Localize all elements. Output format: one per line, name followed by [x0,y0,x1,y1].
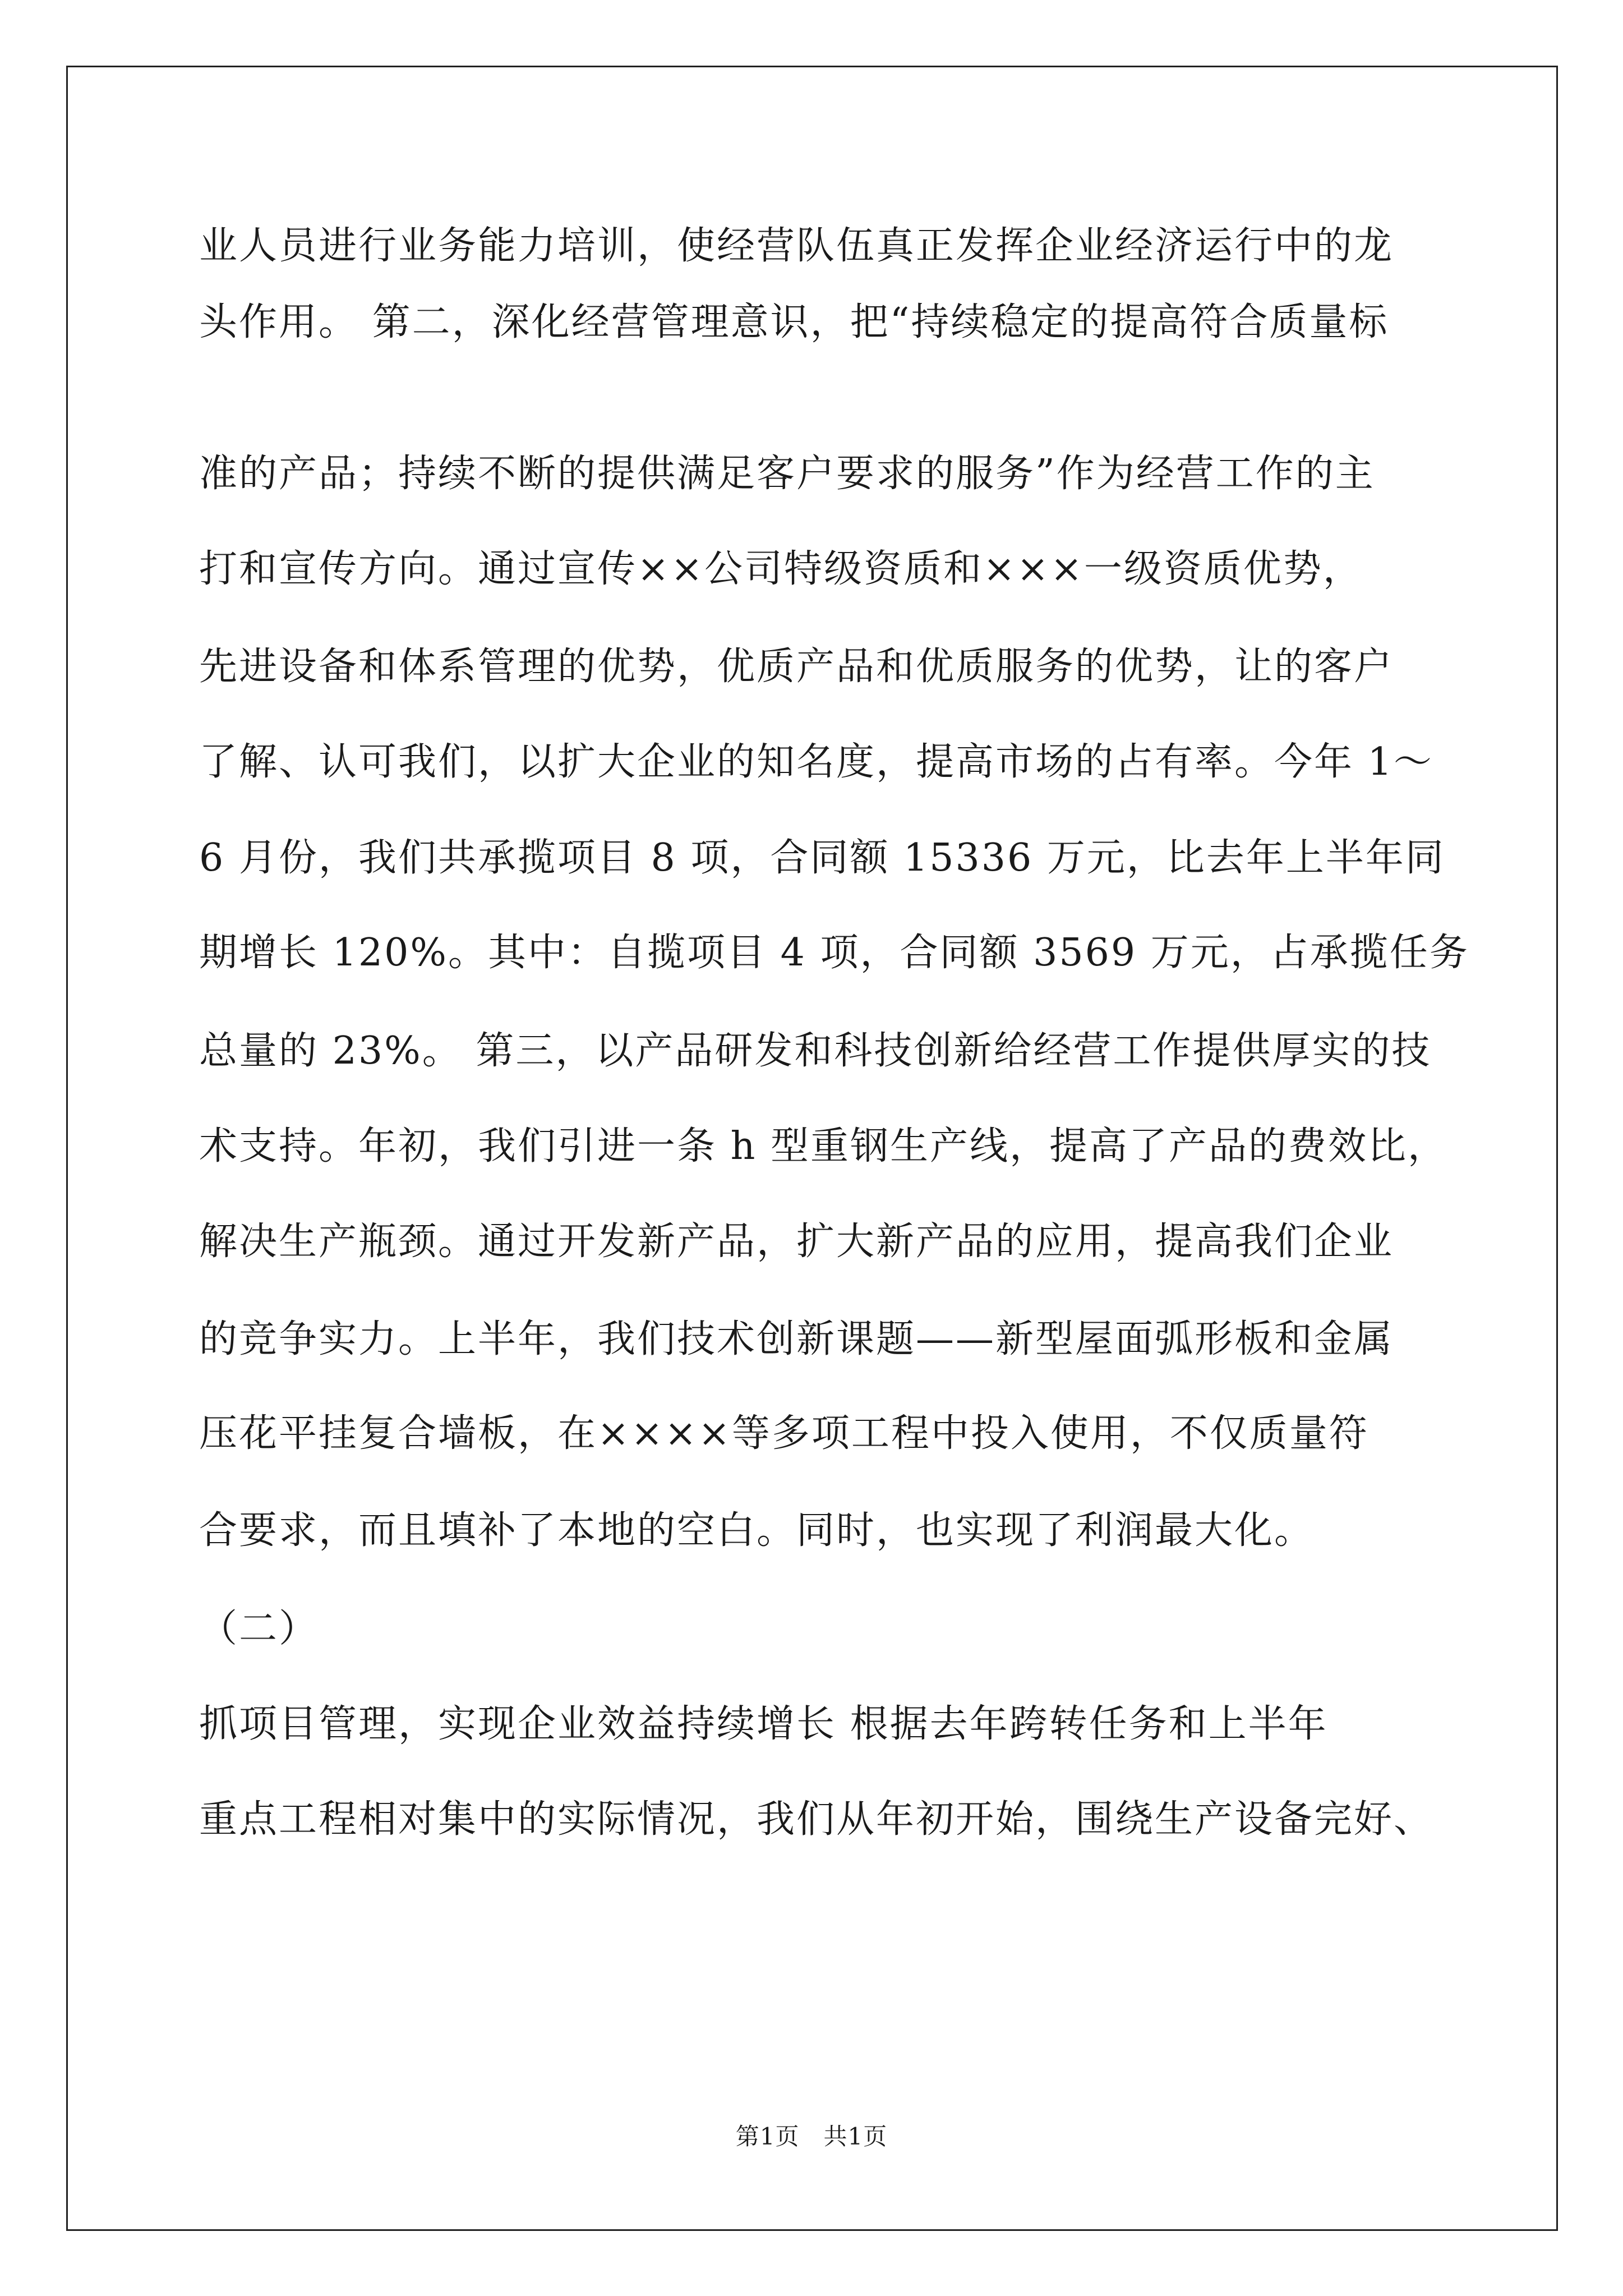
text-line: 抓项目管理，实现企业效益持续增长 根据去年跨转任务和上半年 [199,1702,1328,1746]
text-line: 了解、认可我们，以扩大企业的知名度，提高市场的占有率。今年 1～ [199,740,1433,784]
text-line: 合要求，而且填补了本地的空白。同时，也实现了利润最大化。 [199,1508,1315,1553]
text-line: 重点工程相对集中的实际情况，我们从年初开始，围绕生产设备完好、 [199,1797,1434,1842]
text-line: 先进设备和体系管理的优势，优质产品和优质服务的优势，让的客户 [199,645,1394,689]
text-line: 6 月份，我们共承揽项目 8 项，合同额 15336 万元，比去年上半年同 [199,836,1445,880]
text-line: 业人员进行业务能力培训，使经营队伍真正发挥企业经济运行中的龙 [199,224,1394,268]
text-line: 期增长 120%。其中：自揽项目 4 项，合同额 3569 万元，占承揽任务 [199,931,1469,975]
page-number-footer: 第1页 共1页 [735,2123,888,2150]
text-line: 术支持。年初，我们引进一条 h 型重钢生产线，提高了产品的费效比， [199,1124,1448,1168]
text-line: 准的产品；持续不断的提供满足客户要求的服务”作为经营工作的主 [199,452,1375,496]
text-line: （二） [199,1607,319,1651]
text-line: 的竞争实力。上半年，我们技术创新课题——新型屋面弧形板和金属 [199,1317,1394,1361]
text-line: 打和宣传方向。通过宣传××公司特级资质和×××一级资质优势， [199,547,1363,591]
text-line: 压花平挂复合墙板，在××××等多项工程中投入使用，不仅质量符 [199,1411,1369,1456]
text-line: 总量的 23%。 第三，以产品研发和科技创新给经营工作提供厚实的技 [199,1029,1432,1073]
text-line: 头作用。 第二，深化经营管理意识，把“持续稳定的提高符合质量标 [199,300,1389,344]
text-line: 解决生产瓶颈。通过开发新产品，扩大新产品的应用，提高我们企业 [199,1220,1394,1264]
